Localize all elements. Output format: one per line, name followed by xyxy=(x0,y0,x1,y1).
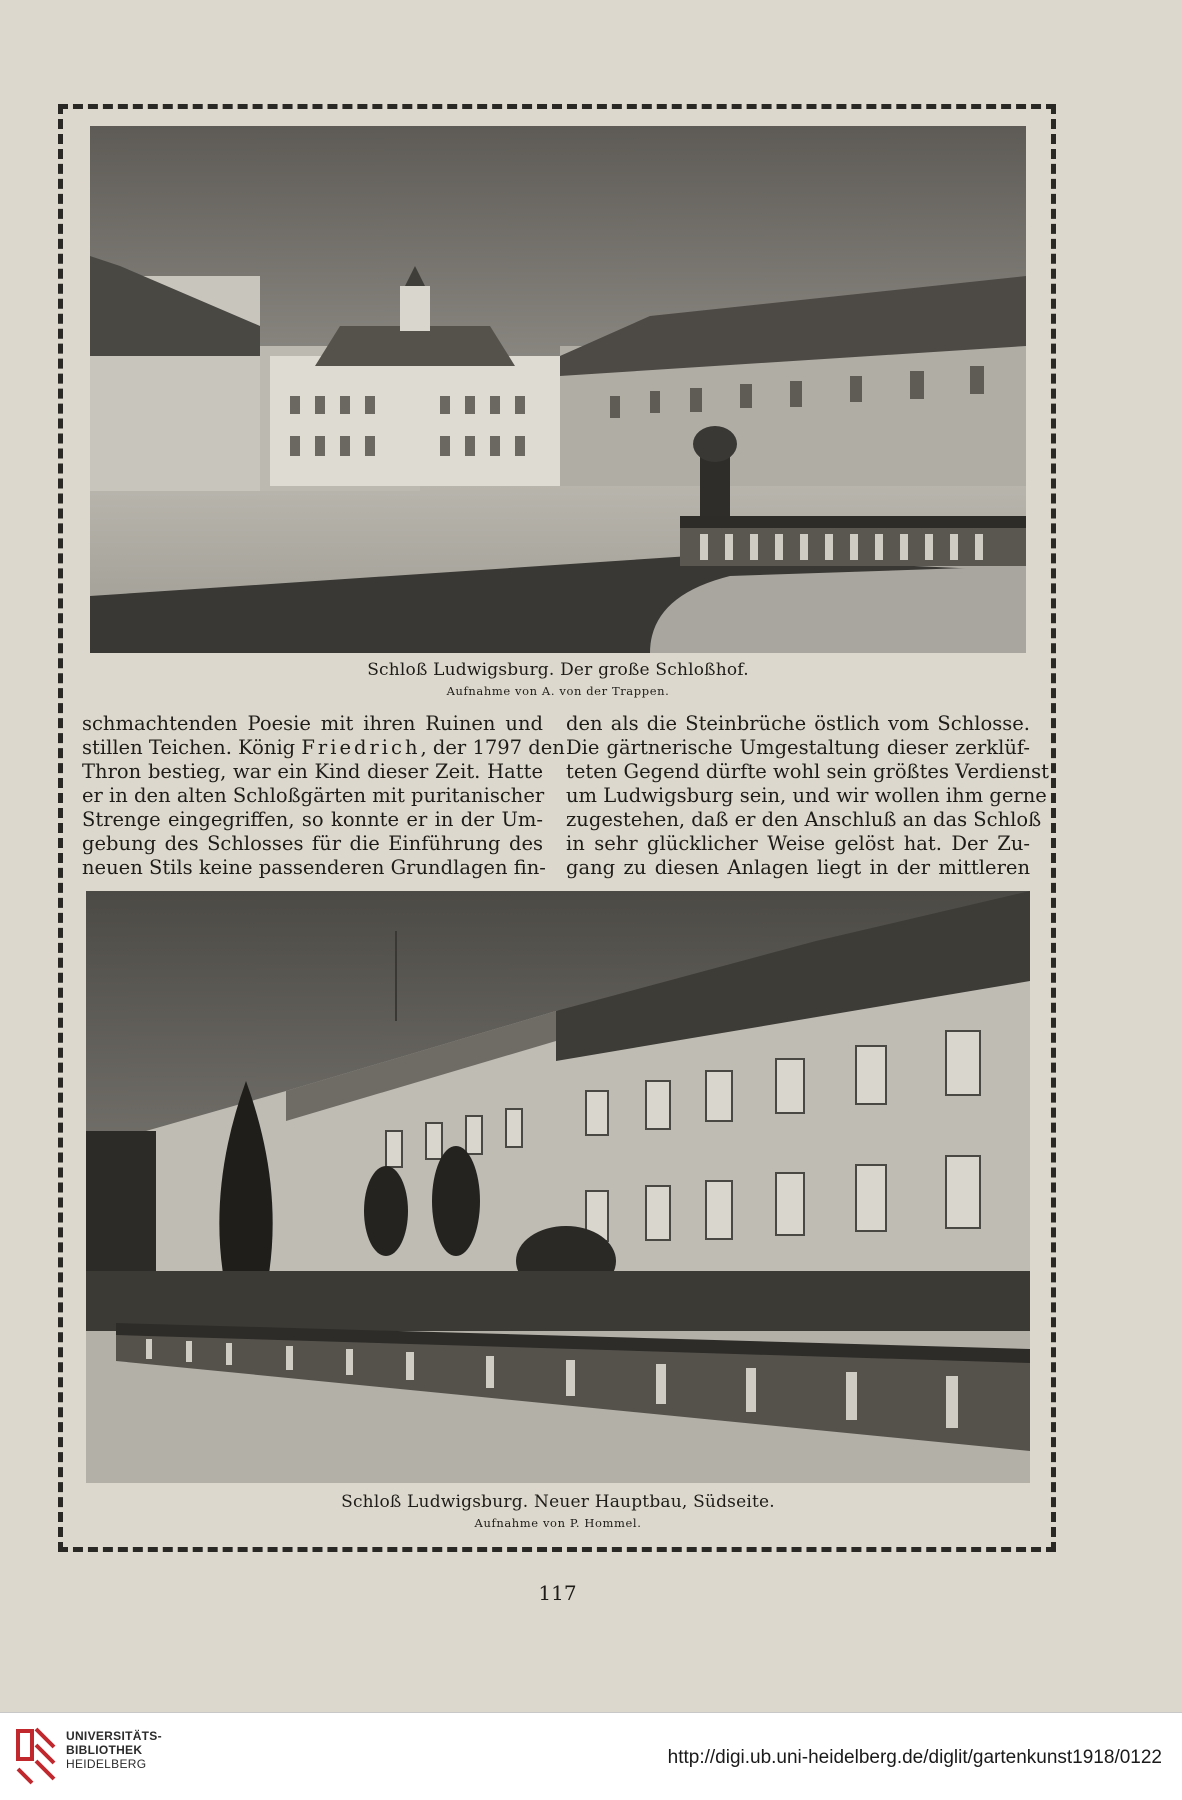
logo-text-line2: BIBLIOTHEK xyxy=(66,1743,143,1757)
text-line: er in den alten Schloßgärten mit puritanischer xyxy=(82,784,545,807)
photo2-caption: Schloß Ludwigsburg. Neuer Hauptbau, Südseite. xyxy=(341,1492,775,1512)
logo-text-line1: UNIVERSITÄTS- xyxy=(66,1729,162,1743)
king-name: Friedrich xyxy=(301,736,421,759)
courtyard-photo xyxy=(90,126,1026,653)
main-building-photo xyxy=(86,891,1030,1483)
library-logo-icon[interactable] xyxy=(14,1725,58,1787)
text-line: Strenge eingegriffen, so konnte er in der Um- xyxy=(82,808,543,831)
text-span: stillen Teichen. König xyxy=(82,736,302,759)
text-line: gang zu diesen Anlagen liegt in der mittleren xyxy=(566,856,1030,879)
text-line: gebung des Schlosses für die Einführung des xyxy=(82,832,543,855)
text-line: um Ludwigsburg sein, und wir wollen ihm gerne xyxy=(566,784,1047,807)
text-line: neuen Stils keine passenderen Grundlagen fin- xyxy=(82,856,546,879)
text-line: schmachtenden Poesie mit ihren Ruinen und xyxy=(82,712,543,735)
body-text-left-column xyxy=(82,712,565,879)
body-text-right-column xyxy=(566,712,1049,879)
text-line: zugestehen, daß er den Anschluß an das Schloß xyxy=(566,808,1042,831)
text-line xyxy=(82,736,565,760)
photo2-credit: Aufnahme von P. Hommel. xyxy=(474,1516,642,1530)
text-line: teten Gegend dürfte wohl sein größtes Verdienst xyxy=(566,760,1049,783)
photo1-caption: Schloß Ludwigsburg. Der große Schloßhof. xyxy=(367,660,749,680)
text-line: in sehr glücklicher Weise gelöst hat. Der Zu- xyxy=(566,832,1030,855)
source-url-link[interactable]: http://digi.ub.uni-heidelberg.de/diglit/gartenkunst1918/0122 xyxy=(667,1747,1162,1768)
text-line: Die gärtnerische Umgestaltung dieser zerklüf- xyxy=(566,736,1030,759)
text-line: den als die Steinbrüche östlich vom Schlosse. xyxy=(566,712,1030,735)
library-footer xyxy=(0,1712,1182,1800)
photo1-credit: Aufnahme von A. von der Trappen. xyxy=(446,684,670,698)
text-line: Thron bestieg, war ein Kind dieser Zeit. Hatte xyxy=(82,760,543,783)
logo-text-line3: HEIDELBERG xyxy=(66,1757,147,1771)
page-number: 117 xyxy=(538,1581,577,1605)
text-span: , der 1797 den xyxy=(420,736,565,759)
